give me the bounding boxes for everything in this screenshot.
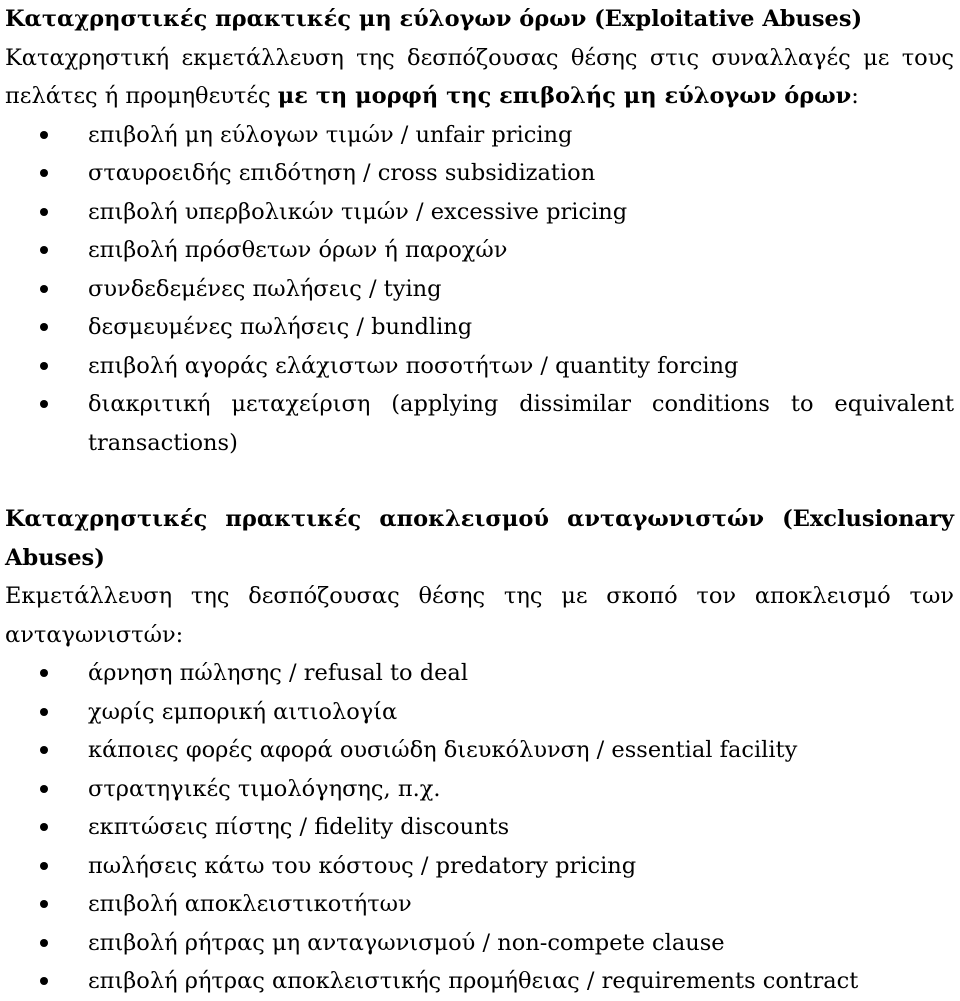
list-item-text: επιβολή υπερβολικών τιμών / excessive pricing [88, 198, 628, 225]
bullet-icon [40, 939, 48, 947]
bullet-icon [40, 862, 48, 870]
bullet-icon [40, 362, 48, 370]
list-item [5, 693, 954, 732]
list-item [5, 347, 954, 386]
exploitative-abuses-list [5, 116, 954, 463]
list-item [5, 154, 954, 193]
list-item [5, 385, 954, 462]
list-item [5, 885, 954, 924]
list-item-text: επιβολή μη εύλογων τιμών / unfair pricing [88, 121, 573, 148]
list-item [5, 231, 954, 270]
bullet-icon [40, 131, 48, 139]
list-item-text: δεσμευμένες πωλήσεις / bundling [88, 314, 473, 340]
list-item-text: επιβολή ρήτρας μη ανταγωνισμού / non-compete clause [88, 929, 725, 956]
bullet-icon [40, 323, 48, 331]
list-item-text: στρατηγικές τιμολόγησης, π.χ. [88, 775, 441, 802]
exclusionary-abuses-heading: Καταχρηστικές πρακτικές αποκλεισμού ανταγωνιστών (Exclusionary Abuses) [5, 506, 954, 571]
exclusionary-abuses-list [5, 654, 954, 1001]
exclusionary-abuses-intro: Εκμετάλλευση της δεσπόζουσας θέσης της με σκοπό τον αποκλεισμό των ανταγωνιστών: [5, 583, 954, 648]
intro-emphasis: με τη μορφή της επιβολής μη εύλογων όρων [277, 83, 852, 109]
bullet-icon [40, 746, 48, 754]
bullet-icon [40, 208, 48, 216]
list-item [5, 808, 954, 847]
bullet-icon [40, 285, 48, 293]
bullet-icon [40, 169, 48, 177]
list-item [5, 308, 954, 347]
list-item [5, 770, 954, 809]
list-item-text: επιβολή αποκλειστικοτήτων [88, 891, 412, 917]
list-item [5, 270, 954, 309]
list-item-text: κάποιες φορές αφορά ουσιώδη διευκόλυνση / essential facility [88, 737, 798, 763]
intro-colon: : [851, 83, 859, 109]
list-item [5, 654, 954, 693]
bullet-icon [40, 785, 48, 793]
list-item-text: πωλήσεις κάτω του κόστους / predatory pricing [88, 852, 637, 879]
list-item-text: επιβολή πρόσθετων όρων ή παροχών [88, 237, 508, 263]
list-item [5, 924, 954, 963]
list-item [5, 847, 954, 886]
list-item [5, 731, 954, 770]
list-item-text: επιβολή ρήτρας αποκλειστικής προμήθειας / requirements contract [88, 968, 859, 994]
exploitative-abuses-heading: Καταχρηστικές πρακτικές μη εύλογων όρων (Exploitative Abuses) [5, 6, 863, 32]
list-item-text: συνδεδεμένες πωλήσεις / tying [88, 275, 442, 302]
bullet-icon [40, 900, 48, 908]
list-item [5, 962, 954, 1001]
bullet-icon [40, 246, 48, 254]
list-item-text: επιβολή αγοράς ελάχιστων ποσοτήτων / quantity forcing [88, 352, 739, 379]
bullet-icon [40, 669, 48, 677]
list-item [5, 193, 954, 232]
bullet-icon [40, 977, 48, 985]
list-item [5, 116, 954, 155]
list-item-text: άρνηση πώλησης / refusal to deal [88, 660, 469, 686]
list-item-text: σταυροειδής επιδότηση / cross subsidization [88, 160, 596, 186]
bullet-icon [40, 708, 48, 716]
list-item-text: διακριτική μεταχείριση (applying dissimilar conditions to equivalent transactions) [88, 391, 954, 456]
intro-text: Καταχρηστική εκμετάλλευση της δεσπόζουσας θέσης στις συναλλαγές με τους πελάτες ή προμηθευτές [5, 44, 954, 109]
list-item-text: εκπτώσεις πίστης / fidelity discounts [88, 814, 510, 840]
list-item-text: χωρίς εμπορική αιτιολογία [88, 698, 398, 725]
bullet-icon [40, 400, 48, 408]
exploitative-abuses-intro [5, 39, 954, 116]
section-spacer [5, 462, 954, 500]
bullet-icon [40, 823, 48, 831]
